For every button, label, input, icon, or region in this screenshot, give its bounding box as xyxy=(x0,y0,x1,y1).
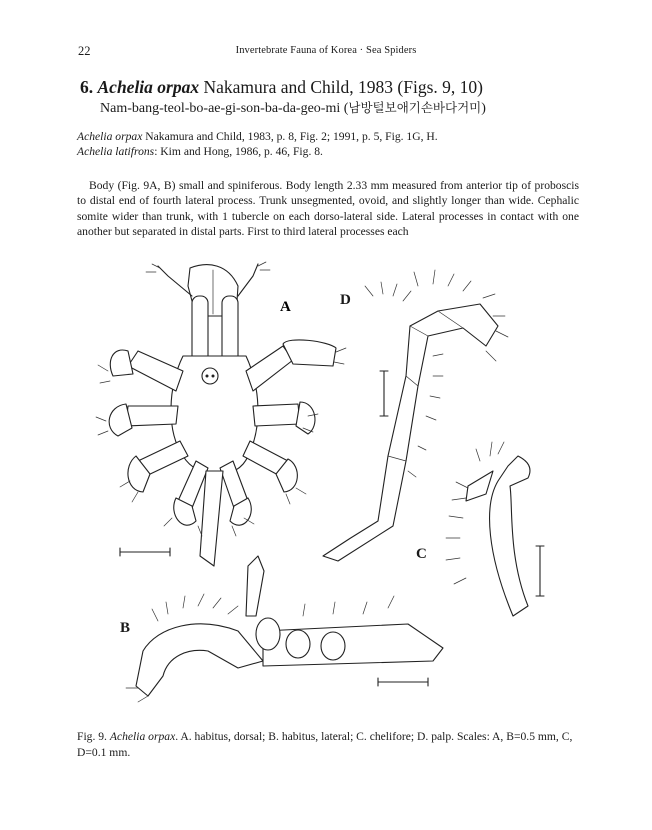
caption-prefix: Fig. 9. xyxy=(77,730,110,743)
synonym-citation: Nakamura and Child, 1983, p. 8, Fig. 2; 1991, p. 5, Fig. 1G, H. xyxy=(142,130,438,143)
label-B: B xyxy=(120,620,131,636)
korean-name-line xyxy=(100,98,486,117)
figure-caption xyxy=(77,729,579,761)
synonymy-entry xyxy=(77,144,438,159)
running-head: Invertebrate Fauna of Korea · Sea Spiders xyxy=(235,45,417,56)
romanized-name: Nam-bang-teol-bo-ae-gi-son-ba-da-geo-mi ( xyxy=(100,101,349,116)
synonymy-entry xyxy=(77,129,438,144)
figure-9-plate xyxy=(88,256,588,706)
scale-bar-a xyxy=(120,548,170,556)
synonym-taxon: Achelia latifrons xyxy=(77,145,155,158)
specimen-illustration xyxy=(88,256,588,706)
species-authority: Nakamura and Child, 1983 (Figs. 9, 10) xyxy=(199,77,483,97)
label-A: A xyxy=(280,299,291,315)
chelifore-drawing xyxy=(446,442,530,616)
description-paragraph xyxy=(77,178,579,239)
synonymy-list xyxy=(77,129,438,159)
habitus-lateral-drawing xyxy=(126,556,443,702)
scale-bar-d xyxy=(380,371,388,416)
caption-taxon: Achelia orpax xyxy=(109,730,176,743)
palp-drawing xyxy=(323,270,508,561)
species-heading xyxy=(80,77,483,98)
caption-text: . A. habitus, dorsal; B. habitus, lateral; C. chelifore; D. palp. Scales: A, B=0.5 mm, C, D=0.1 mm. xyxy=(77,730,573,759)
page-number: 22 xyxy=(78,44,91,58)
scale-bar-b xyxy=(378,678,428,686)
habitus-dorsal-drawing xyxy=(96,262,346,566)
label-D: D xyxy=(340,292,351,308)
scale-bar-c xyxy=(536,546,544,596)
species-name: Achelia orpax xyxy=(97,77,200,97)
synonym-taxon: Achelia orpax xyxy=(77,130,143,143)
romanized-close: ) xyxy=(481,101,486,116)
species-number: 6. xyxy=(80,77,94,97)
korean-name: 남방털보애기손바다거미 xyxy=(348,100,482,115)
label-C: C xyxy=(416,546,427,562)
synonym-citation: : Kim and Hong, 1986, p. 46, Fig. 8. xyxy=(154,145,323,158)
description-text: Body (Fig. 9A, B) small and spiniferous. Body length 2.33 mm measured from anterior tip of proboscis to distal end of fourth lateral process. Trunk unsegmented, ovoid, and slightly longer than wide. Cephalic somite wider than trunk, with 1 tubercle on each dorso-lateral side. Lateral processes in contact with one another but separated in distal parts. First to third lateral processes each xyxy=(77,179,579,238)
